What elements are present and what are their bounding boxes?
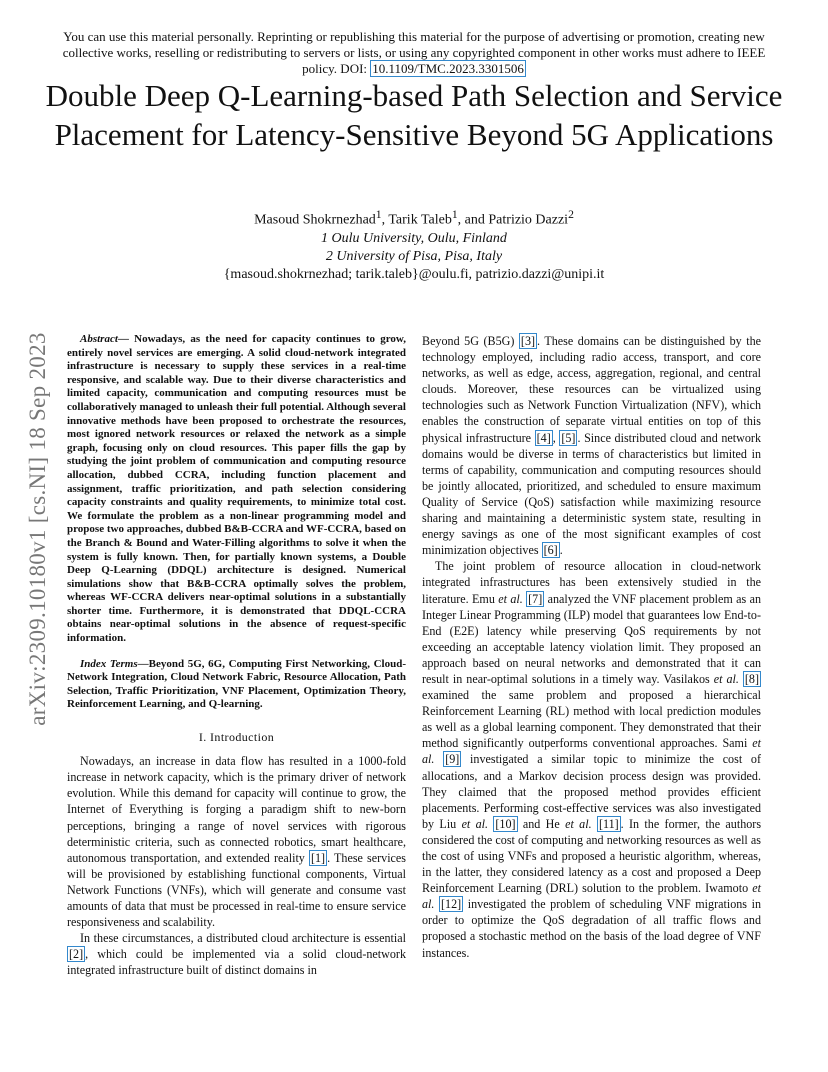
text-span: . Since distributed cloud and network domains would be diverse in terms of characteristics but limited in terms of capability, communication and computing resources should be jointly allocated, prioritized, and scheduled to ensure maximum Quality of Service (QoS) satisfaction while maximizing resource sharing and maintaining a deterministic system state, resulting in energy savings as one of the most significant examples of cost minimization objectives bbox=[422, 430, 761, 558]
et-al: et al. bbox=[713, 671, 739, 686]
text-span: investigated a similar topic to minimize the cost of allocations, and a Markov decision process design was provided. They claimed that the proposed method provides efficient placements. Performing cost-effective services was also investigated by Liu bbox=[422, 752, 761, 831]
et-al: et al. bbox=[461, 816, 489, 831]
text-span: In these circumstances, a distributed cloud architecture is essential bbox=[80, 931, 406, 946]
author-names bbox=[60, 206, 768, 230]
text-span: and He bbox=[517, 816, 566, 831]
text-span: Nowadays, an increase in data flow has resulted in a 1000-fold increase in network capacity, which is the primary driver of network evolution. While this demand for capacity will continue to grow, the Internet of Everything is forging a paradigm shift to new-born perceptions, bringing a range of novel services with rigorous deterministic criteria, such as connected robotics, smart healthcare, autonomous transportation, and extended reality bbox=[67, 754, 406, 865]
citation-link[interactable]: [1] bbox=[310, 850, 326, 865]
author-1: Masoud Shokrnezhad bbox=[254, 212, 376, 228]
text-span: , bbox=[552, 430, 560, 445]
abstract bbox=[67, 333, 406, 646]
et-al: et al. bbox=[565, 816, 592, 831]
arxiv-sidebar bbox=[18, 294, 58, 764]
et-al: et al. bbox=[498, 591, 523, 606]
text-span: . These services will be provisioned by establishing functional components, Virtual Network Functions (VNFs), which will generate and consume vast amounts of data that must be processed in real-time to ensure service responsiveness and scalability. bbox=[67, 850, 406, 930]
citation-link[interactable]: [3] bbox=[520, 334, 536, 348]
et-al: et al. bbox=[422, 881, 761, 912]
author-3-sup: 2 bbox=[568, 208, 574, 221]
index-terms-lead: Index Terms bbox=[80, 657, 138, 670]
author-1-sup: 1 bbox=[375, 208, 382, 221]
author-block bbox=[60, 206, 768, 284]
section-heading: I. Introduction bbox=[198, 730, 275, 745]
abstract-text: — Nowadays, as the need for capacity continues to grow, entirely novel services are emerging. A solid cloud-network integrated infrastructure is necessary to supply these services in a real-time responsive, and scalable way. Due to their diverse characteristics and limited capacity, communication and computing resources must be collaboratively managed to unleash their full potential. Although several innovative methods have been proposed to orchestrate the resources, most ignored network resources or relaxed the network as a simple graph, focusing only on cloud resources. This paper fills the gap by studying the joint problem of communication and computing resource allocation, dubbed CCRA, including function placement and assignment, traffic prioritization, and path selection considering capacity constraints and quality requirements, to minimize total cost. We formulate the problem as a non-linear programming model and propose two approaches, dubbed B&B-CCRA and WF-CCRA, based on the Branch & Bound and Water-Filling algorithms to solve it when the system is fully known. Then, for partially known systems, a Double Deep Q-Learning (DDQL) architecture is designed. Numerical simulations show that B&B-CCRA optimally solves the problem, whereas WF-CCRA delivers near-optimal solutions in a substantially shorter time. Furthermore, it is demonstrated that DDQL-CCRA obtains near-optimal solutions in the absence of request-specific information. bbox=[67, 333, 406, 645]
index-terms-text: —Beyond 5G, 6G, Computing First Networking, Cloud-Network Integration, Cloud Network Fabric, Resource Allocation, Path Selection, Traffic Prioritization, VNF Placement, Optimization Theory, Reinforcement Learning, and Q-learning. bbox=[67, 657, 406, 711]
notice-text: You can use this material personally. Reprinting or republishing this material for the purpose of advertising or promotion, creating new collective works, reselling or redistributing to servers or lists, or using any copyrighted component in other works must adhere to IEEE policy. DOI: bbox=[62, 29, 766, 76]
abstract-lead: Abstract bbox=[80, 333, 118, 345]
right-column bbox=[422, 333, 761, 961]
citation-link[interactable]: [5] bbox=[561, 430, 576, 445]
citation-link[interactable]: [12] bbox=[441, 897, 462, 912]
text-span: . bbox=[559, 543, 563, 558]
text-span: examined the same problem and proposed a hierarchical Reinforcement Learning (RL) method with local prediction modules as well as a global learning component. They demonstrated that their method significantly outperforms conventional approaches. Sami bbox=[422, 688, 761, 751]
intro-paragraph-continued bbox=[422, 333, 761, 558]
citation-link[interactable]: [8] bbox=[744, 671, 760, 686]
et-al: et al. bbox=[422, 736, 761, 767]
text-span: analyzed the VNF placement problem as an Integer Linear Programming (ILP) model that guarantees low End-to-End (E2E) latency while preserving QoS requirements by not exceeding an acceptable latency violation limit. They proposed an approach based on neural networks and demonstrated that it can result in near-optimal solutions in a timely way. Vasilakos bbox=[422, 591, 762, 686]
citation-link[interactable]: [4] bbox=[536, 430, 551, 445]
citation-link[interactable]: [6] bbox=[543, 543, 558, 558]
text-span: , which could be implemented via a solid cloud-network integrated infrastructure built of distinct domains in bbox=[67, 947, 406, 978]
citation-link[interactable]: [7] bbox=[528, 591, 543, 606]
author-emails: {masoud.shokrnezhad; tarik.taleb}@oulu.fi, patrizio.dazzi@unipi.it bbox=[223, 266, 605, 282]
doi-link[interactable]: 10.1109/TMC.2023.3301506 bbox=[372, 61, 524, 76]
citation-link[interactable]: [10] bbox=[495, 816, 516, 831]
left-column bbox=[67, 333, 406, 978]
index-terms bbox=[67, 658, 406, 712]
author-2: , Tarik Taleb bbox=[381, 212, 452, 228]
citation-link[interactable]: [11] bbox=[598, 816, 619, 831]
text-span: The joint problem of resource allocation in cloud-network integrated infrastructures has been extensively studied in the literature. Emu bbox=[422, 559, 761, 606]
text-span: Beyond 5G (B5G) bbox=[422, 334, 519, 348]
arxiv-identifier: arXiv:2309.10180v1 [cs.NI] 18 Sep 2023 bbox=[25, 332, 50, 726]
copyright-notice bbox=[62, 29, 766, 77]
paper-title: Double Deep Q-Learning-based Path Selection and Service Placement for Latency-Sensitive Beyond 5G Applications bbox=[45, 78, 783, 152]
text-span: . These domains can be distinguished by the technology employed, including radio access, transport, and core networks, as well as edge, access, aggregation, regional, and central clouds. Moreover, these resources can be virtualized using technologies such as Network Function Virtualization (NFV), which enables the construction of separate virtual entities on top of this physical infrastructure bbox=[422, 334, 762, 445]
author-3: , and Patrizio Dazzi bbox=[457, 212, 569, 228]
affiliation-2: 2 University of Pisa, Pisa, Italy bbox=[325, 248, 503, 264]
citation-link[interactable]: [2] bbox=[69, 947, 84, 962]
text-span: investigated the problem of scheduling VNF migrations in order to optimize the QoS degradation of all traffic flows and proposed a stochastic method on the basis of the load degree of VNF instances. bbox=[422, 897, 761, 960]
intro-paragraph-1 bbox=[67, 753, 406, 930]
citation-link[interactable]: [9] bbox=[445, 752, 460, 767]
intro-paragraph-2 bbox=[67, 930, 406, 978]
author-2-sup: 1 bbox=[451, 208, 458, 221]
text-span: . In the former, the authors considered the cost of computing and networking resources as well as the cost of using VNFs and proposed a heuristic algorithm, whereas, in the latter, they considered latency as a cost and proposed a Deep Reinforcement Learning (DRL) solution to the problem. Iwamoto bbox=[422, 816, 762, 896]
related-work-paragraph bbox=[422, 558, 761, 960]
affiliation-1: 1 Oulu University, Oulu, Finland bbox=[321, 230, 507, 246]
